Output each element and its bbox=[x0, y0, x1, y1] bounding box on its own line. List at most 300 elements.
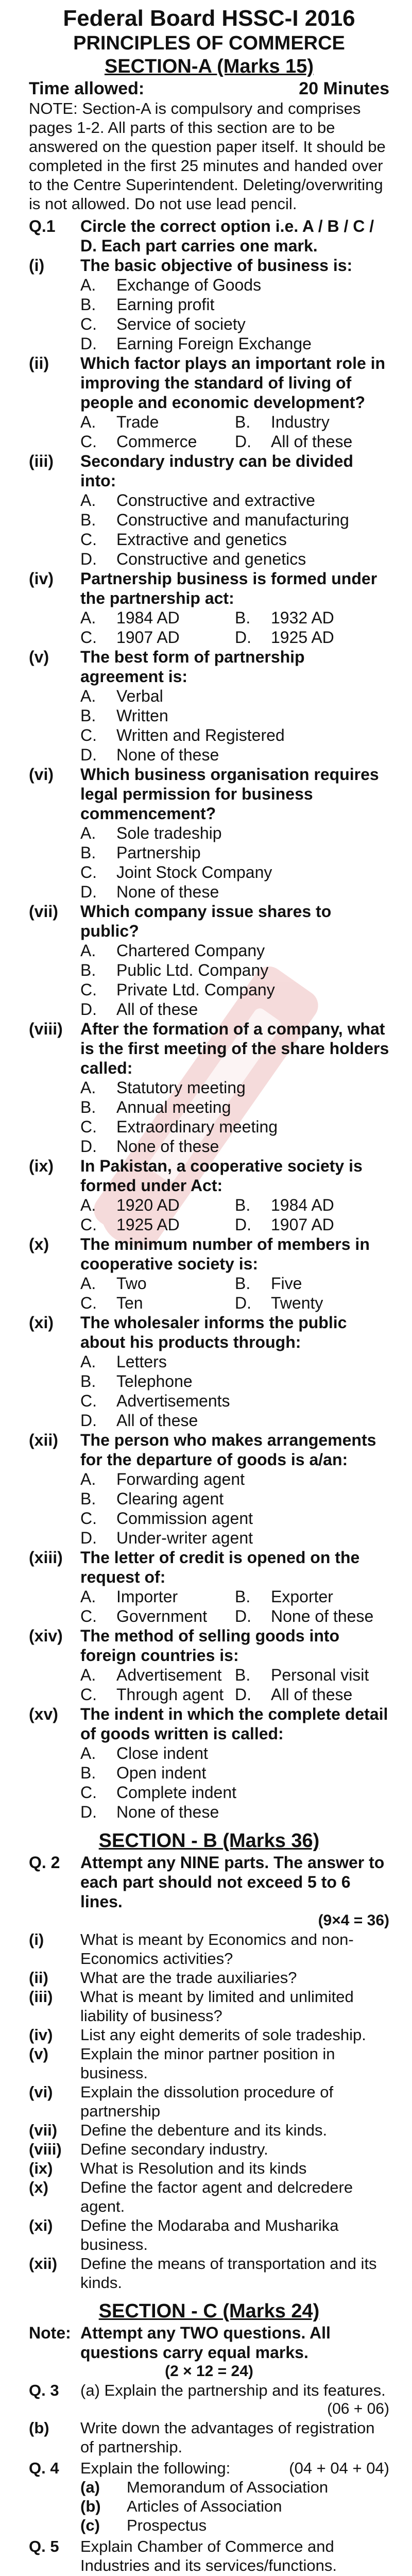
option-text: Letters bbox=[116, 1352, 167, 1371]
mcq-question-text: In Pakistan, a cooperative society is formed under Act: bbox=[80, 1157, 363, 1195]
option-letter: D. bbox=[80, 1803, 97, 1821]
mcq-number: (viii) bbox=[29, 1020, 63, 1038]
mcq-item bbox=[29, 1313, 389, 1430]
q2-heading bbox=[29, 1853, 389, 1911]
option-row bbox=[80, 628, 389, 647]
option-letter: D. bbox=[80, 334, 97, 353]
q2-instruction: Attempt any NINE parts. The answer to each part should not exceed 5 to 6 lines. bbox=[80, 1853, 385, 1911]
option-text: Forwarding agent bbox=[116, 1470, 245, 1488]
mcq-question-text: The method of selling goods into foreign countries is: bbox=[80, 1626, 340, 1665]
option-letter: B. bbox=[80, 961, 96, 979]
mcq-options bbox=[80, 1195, 389, 1234]
option-letter: D. bbox=[235, 1294, 251, 1312]
section-a-heading: SECTION-A (Marks 15) bbox=[104, 56, 314, 77]
option-letter: B. bbox=[80, 843, 96, 862]
mcq-option bbox=[80, 275, 389, 295]
option-text: 1984 AD bbox=[116, 608, 180, 627]
mcq-option bbox=[80, 334, 389, 353]
mcq-question bbox=[29, 1430, 389, 1469]
option-letter: D. bbox=[235, 1685, 251, 1704]
option-letter: C. bbox=[80, 1685, 97, 1704]
q4-item-label: (c) bbox=[80, 2516, 100, 2534]
mcq-option bbox=[235, 1606, 389, 1626]
mcq-question bbox=[29, 569, 389, 608]
option-letter: D. bbox=[80, 1529, 97, 1547]
short-question-number: (xii) bbox=[29, 2255, 58, 2273]
mcq-question-text: The basic objective of business is: bbox=[80, 256, 353, 275]
mcq-option bbox=[80, 1489, 389, 1509]
option-text: Personal visit bbox=[271, 1666, 369, 1684]
option-text: Chartered Company bbox=[116, 941, 265, 960]
option-text: Telephone bbox=[116, 1372, 193, 1391]
q4-item bbox=[80, 2478, 389, 2497]
short-question-number: (iv) bbox=[29, 2026, 53, 2044]
mcq-item bbox=[29, 1704, 389, 1822]
option-text: Complete indent bbox=[116, 1783, 237, 1802]
short-question-list bbox=[29, 1930, 389, 2292]
short-question-text: What is Resolution and its kinds bbox=[80, 2159, 307, 2177]
option-text: Annual meeting bbox=[116, 1098, 231, 1116]
mcq-question-text: The wholesaler informs the public about his products through: bbox=[80, 1313, 347, 1351]
option-row bbox=[80, 608, 389, 628]
mcq-option bbox=[80, 1587, 235, 1606]
mcq-option bbox=[80, 1743, 389, 1763]
mcq-number: (vii) bbox=[29, 902, 58, 921]
q4-item bbox=[80, 2497, 389, 2516]
option-letter: A. bbox=[80, 1470, 96, 1488]
short-question bbox=[29, 2025, 389, 2044]
mcq-option bbox=[80, 1685, 235, 1704]
mcq-option bbox=[235, 412, 389, 432]
mcq-option bbox=[80, 1137, 389, 1156]
option-letter: B. bbox=[235, 413, 251, 431]
option-text: Service of society bbox=[116, 315, 246, 333]
option-text: Commerce bbox=[116, 432, 197, 451]
mcq-number: (xii) bbox=[29, 1431, 58, 1449]
q4-row bbox=[29, 2459, 389, 2478]
mcq-question bbox=[29, 765, 389, 823]
option-letter: C. bbox=[80, 1117, 97, 1136]
mcq-item bbox=[29, 1234, 389, 1313]
option-letter: A. bbox=[80, 276, 96, 294]
option-row bbox=[80, 1274, 389, 1293]
mcq-question-text: Partnership business is formed under the partnership act: bbox=[80, 569, 377, 607]
mcq-item bbox=[29, 451, 389, 569]
option-row bbox=[80, 1665, 389, 1685]
mcq-number: (xi) bbox=[29, 1313, 54, 1332]
q4-marks: (04 + 04 + 04) bbox=[289, 2459, 389, 2477]
mcq-option bbox=[80, 314, 389, 334]
mcq-options bbox=[80, 1274, 389, 1313]
mcq-question bbox=[29, 353, 389, 412]
short-question bbox=[29, 2178, 389, 2216]
q3b-label: (b) bbox=[29, 2419, 49, 2437]
option-text: 1907 AD bbox=[271, 1215, 334, 1234]
mcq-option bbox=[80, 862, 389, 882]
mcq-option bbox=[235, 432, 389, 451]
mcq-options bbox=[80, 1352, 389, 1430]
mcq-question bbox=[29, 1313, 389, 1352]
mcq-options bbox=[80, 275, 389, 353]
option-text: Importer bbox=[116, 1587, 178, 1606]
q4-item-label: (a) bbox=[80, 2478, 100, 2496]
mcq-option bbox=[235, 1274, 389, 1293]
option-text: 1920 AD bbox=[116, 1196, 180, 1214]
option-letter: B. bbox=[80, 295, 96, 314]
short-question-text: What is meant by limited and unlimited liability of business? bbox=[80, 1988, 354, 2025]
option-letter: D. bbox=[80, 1411, 97, 1430]
option-letter: B. bbox=[235, 608, 251, 627]
option-text: All of these bbox=[116, 1411, 198, 1430]
option-text: Through agent bbox=[116, 1685, 224, 1704]
q3-part-a bbox=[29, 2381, 389, 2400]
mcq-option bbox=[80, 490, 389, 510]
option-letter: C. bbox=[80, 1392, 97, 1410]
option-letter: B. bbox=[235, 1196, 251, 1214]
section-c-note bbox=[29, 2323, 389, 2362]
option-text: Open indent bbox=[116, 1764, 207, 1782]
mcq-question bbox=[29, 902, 389, 941]
mcq-option bbox=[80, 412, 235, 432]
option-letter: C. bbox=[80, 1215, 97, 1234]
mcq-option bbox=[80, 1078, 389, 1097]
option-row bbox=[80, 1606, 389, 1626]
option-text: None of these bbox=[271, 1607, 374, 1625]
q4-item-text: Articles of Association bbox=[127, 2497, 282, 2515]
option-text: Under-writer agent bbox=[116, 1529, 253, 1547]
mcq-option bbox=[80, 1391, 389, 1411]
short-question bbox=[29, 1968, 389, 1987]
q3a-label: (a) bbox=[80, 2381, 100, 2399]
option-letter: A. bbox=[80, 824, 96, 842]
q3-part-b bbox=[29, 2418, 389, 2456]
option-letter: A. bbox=[80, 941, 96, 960]
mcq-options bbox=[80, 941, 389, 1019]
time-value: 20 Minutes bbox=[299, 79, 389, 98]
option-text: All of these bbox=[271, 432, 353, 451]
option-row bbox=[80, 432, 389, 451]
short-question-number: (vi) bbox=[29, 2083, 53, 2101]
time-allowed-row bbox=[29, 78, 389, 99]
mcq-option bbox=[80, 823, 389, 843]
option-text: Trade bbox=[116, 413, 159, 431]
option-letter: B. bbox=[80, 706, 96, 725]
mcq-question-text: The minimum number of members in cooperative society is: bbox=[80, 1235, 370, 1273]
mcq-question bbox=[29, 1156, 389, 1195]
option-text: Constructive and genetics bbox=[116, 550, 306, 568]
option-letter: D. bbox=[235, 1215, 251, 1234]
mcq-option bbox=[235, 1685, 389, 1704]
mcq-question bbox=[29, 647, 389, 686]
mcq-option bbox=[80, 549, 389, 569]
short-question bbox=[29, 2140, 389, 2159]
option-letter: C. bbox=[80, 726, 97, 744]
mcq-number: (iii) bbox=[29, 452, 54, 470]
q4-item-text: Memorandum of Association bbox=[127, 2478, 329, 2496]
option-letter: A. bbox=[80, 687, 96, 705]
q4-item-label: (b) bbox=[80, 2497, 101, 2515]
option-letter: D. bbox=[80, 1000, 97, 1019]
mcq-option bbox=[80, 1371, 389, 1391]
option-text: Two bbox=[116, 1274, 147, 1293]
mcq-question-text: Which business organisation requires legal permission for business commencement? bbox=[80, 765, 379, 823]
option-letter: A. bbox=[80, 1744, 96, 1762]
mcq-item bbox=[29, 1548, 389, 1626]
option-text: None of these bbox=[116, 883, 219, 901]
q4-number: Q. 4 bbox=[29, 2459, 59, 2477]
short-question bbox=[29, 2121, 389, 2140]
mcq-option bbox=[80, 882, 389, 902]
option-letter: A. bbox=[80, 1666, 96, 1684]
mcq-option bbox=[235, 628, 389, 647]
option-letter: A. bbox=[80, 1196, 96, 1214]
mcq-option bbox=[80, 1469, 389, 1489]
option-row bbox=[80, 1293, 389, 1313]
mcq-option bbox=[80, 686, 389, 706]
mcq-option bbox=[235, 1665, 389, 1685]
option-letter: C. bbox=[80, 628, 97, 647]
option-text: Extraordinary meeting bbox=[116, 1117, 278, 1136]
option-text: None of these bbox=[116, 745, 219, 764]
option-letter: D. bbox=[80, 550, 97, 568]
q3-number: Q. 3 bbox=[29, 2381, 59, 2399]
q2-marks: (9×4 = 36) bbox=[318, 1912, 389, 1929]
option-text: Written bbox=[116, 706, 168, 725]
option-text: Exporter bbox=[271, 1587, 333, 1606]
option-letter: C. bbox=[80, 432, 97, 451]
option-text: Partnership bbox=[116, 843, 201, 862]
short-question bbox=[29, 2082, 389, 2121]
short-question-number: (i) bbox=[29, 1930, 44, 1948]
mcq-option bbox=[80, 1411, 389, 1430]
mcq-option bbox=[80, 608, 235, 628]
q1-heading bbox=[29, 216, 389, 256]
mcq-item bbox=[29, 1019, 389, 1156]
option-text: 1984 AD bbox=[271, 1196, 334, 1214]
option-letter: B. bbox=[235, 1274, 251, 1293]
mcq-option bbox=[80, 745, 389, 765]
option-text: Statutory meeting bbox=[116, 1078, 246, 1097]
section-c-note-label: Note: bbox=[29, 2324, 71, 2342]
short-question bbox=[29, 2254, 389, 2292]
option-letter: A. bbox=[80, 1274, 96, 1293]
option-letter: D. bbox=[80, 883, 97, 901]
short-question-number: (viii) bbox=[29, 2140, 62, 2158]
short-question bbox=[29, 1987, 389, 2025]
option-letter: D. bbox=[235, 432, 251, 451]
option-text: None of these bbox=[116, 1137, 219, 1156]
option-letter: A. bbox=[80, 413, 96, 431]
option-text: Advertisements bbox=[116, 1392, 230, 1410]
option-text: Ten bbox=[116, 1294, 143, 1312]
option-text: Five bbox=[271, 1274, 302, 1293]
option-letter: B. bbox=[80, 1098, 96, 1116]
short-question bbox=[29, 2216, 389, 2254]
mcq-option bbox=[80, 1274, 235, 1293]
option-letter: B. bbox=[80, 1489, 96, 1508]
subject-title: PRINCIPLES OF COMMERCE bbox=[73, 32, 345, 54]
option-text: Clearing agent bbox=[116, 1489, 224, 1508]
q4-items bbox=[29, 2478, 389, 2535]
section-c-note-text: Attempt any TWO questions. All questions carry equal marks. bbox=[80, 2324, 331, 2362]
mcq-options bbox=[80, 412, 389, 451]
option-text: Industry bbox=[271, 413, 330, 431]
q4-item bbox=[80, 2516, 389, 2535]
option-text: 1907 AD bbox=[116, 628, 180, 647]
mcq-question bbox=[29, 451, 389, 490]
option-letter: B. bbox=[80, 1764, 96, 1782]
option-letter: C. bbox=[80, 863, 97, 882]
short-question-text: Define the Modaraba and Musharika business. bbox=[80, 2216, 339, 2253]
option-letter: D. bbox=[80, 745, 97, 764]
option-text: Commission agent bbox=[116, 1509, 253, 1528]
mcq-options bbox=[80, 686, 389, 765]
mcq-option bbox=[80, 1097, 389, 1117]
mcq-number: (ii) bbox=[29, 354, 49, 372]
option-text: 1925 AD bbox=[116, 1215, 180, 1234]
q5-row bbox=[29, 2537, 389, 2575]
option-letter: A. bbox=[80, 608, 96, 627]
q3a-text bbox=[80, 2381, 389, 2400]
mcq-item bbox=[29, 256, 389, 353]
option-letter: C. bbox=[80, 1294, 97, 1312]
mcq-item bbox=[29, 902, 389, 1019]
short-question-text: Explain the dissolution procedure of partnership bbox=[80, 2083, 334, 2120]
mcq-option bbox=[80, 960, 389, 980]
mcq-options bbox=[80, 1078, 389, 1156]
option-letter: C. bbox=[80, 1783, 97, 1802]
mcq-option bbox=[80, 1293, 235, 1313]
mcq-number: (i) bbox=[29, 256, 45, 275]
mcq-number: (xv) bbox=[29, 1705, 58, 1723]
option-text: Government bbox=[116, 1607, 208, 1625]
mcq-option bbox=[80, 510, 389, 530]
short-question bbox=[29, 1930, 389, 1968]
mcq-number: (vi) bbox=[29, 765, 54, 784]
mcq-question bbox=[29, 1704, 389, 1743]
mcq-number: (x) bbox=[29, 1235, 49, 1253]
option-row bbox=[80, 1587, 389, 1606]
mcq-option bbox=[80, 1117, 389, 1137]
option-letter: B. bbox=[235, 1666, 251, 1684]
section-a-note: NOTE: Section-A is compulsory and comprises pages 1-2. All parts of this section are to be answered on the question paper itself. It should be completed in the first 25 minutes and handed over to the Centre Superintendent. Deleting/overwriting is not allowed. Do not use lead pencil. bbox=[29, 99, 386, 213]
option-text: Exchange of Goods bbox=[116, 276, 262, 294]
mcq-item bbox=[29, 765, 389, 902]
section-b-heading: SECTION - B (Marks 36) bbox=[98, 1830, 320, 1852]
mcq-option bbox=[80, 999, 389, 1019]
option-text: All of these bbox=[271, 1685, 353, 1704]
mcq-options bbox=[80, 823, 389, 902]
short-question-text: Define the means of transportation and its kinds. bbox=[80, 2255, 377, 2292]
q3-marks: (06 + 06) bbox=[327, 2400, 389, 2417]
mcq-item bbox=[29, 647, 389, 765]
short-question-number: (iii) bbox=[29, 1988, 53, 2006]
mcq-question-text: Which company issue shares to public? bbox=[80, 902, 332, 940]
mcq-question-text: Secondary industry can be divided into: bbox=[80, 452, 353, 490]
option-letter: C. bbox=[80, 315, 97, 333]
mcq-option bbox=[80, 843, 389, 862]
mcq-item bbox=[29, 1430, 389, 1548]
mcq-option bbox=[235, 1195, 389, 1215]
mcq-options bbox=[80, 490, 389, 569]
short-question-number: (ii) bbox=[29, 1969, 48, 1987]
mcq-option bbox=[235, 1293, 389, 1313]
option-letter: A. bbox=[80, 1587, 96, 1606]
option-text: Written and Registered bbox=[116, 726, 285, 744]
option-letter: D. bbox=[80, 1137, 97, 1156]
mcq-number: (xiv) bbox=[29, 1626, 63, 1645]
mcq-number: (xiii) bbox=[29, 1548, 63, 1567]
short-question-text: Explain the minor partner position in business. bbox=[80, 2045, 335, 2082]
mcq-option bbox=[80, 941, 389, 960]
section-c-heading: SECTION - C (Marks 24) bbox=[98, 2300, 320, 2322]
mcq-options bbox=[80, 1665, 389, 1704]
mcq-option bbox=[80, 295, 389, 314]
option-text: Constructive and extractive bbox=[116, 491, 315, 510]
option-text: Verbal bbox=[116, 687, 163, 705]
time-label: Time allowed: bbox=[29, 79, 145, 98]
mcq-option bbox=[80, 432, 235, 451]
mcq-item bbox=[29, 353, 389, 451]
mcq-option bbox=[235, 1587, 389, 1606]
option-row bbox=[80, 412, 389, 432]
option-text: Advertisement bbox=[116, 1666, 222, 1684]
mcq-options bbox=[80, 1587, 389, 1626]
short-question-text: What are the trade auxiliaries? bbox=[80, 1969, 297, 1987]
option-letter: B. bbox=[80, 511, 96, 529]
mcq-option bbox=[80, 1763, 389, 1783]
option-letter: A. bbox=[80, 1078, 96, 1097]
mcq-item bbox=[29, 569, 389, 647]
option-letter: A. bbox=[80, 491, 96, 510]
mcq-option bbox=[80, 706, 389, 725]
option-letter: A. bbox=[80, 1352, 96, 1371]
mcq-option bbox=[80, 1665, 235, 1685]
option-letter: C. bbox=[80, 1607, 97, 1625]
option-text: Extractive and genetics bbox=[116, 530, 287, 549]
mcq-option bbox=[80, 1802, 389, 1822]
mcq-question-text: The best form of partnership agreement is: bbox=[80, 648, 305, 686]
q4-text-row bbox=[80, 2459, 389, 2478]
option-text: Joint Stock Company bbox=[116, 863, 272, 882]
short-question-number: (v) bbox=[29, 2045, 48, 2063]
option-text: Constructive and manufacturing bbox=[116, 511, 349, 529]
option-letter: D. bbox=[235, 628, 251, 647]
short-question-text: Define secondary industry. bbox=[80, 2140, 268, 2158]
mcq-option bbox=[80, 1783, 389, 1802]
mcq-question-text: The person who makes arrangements for the departure of goods is a/an: bbox=[80, 1431, 376, 1469]
mcq-option bbox=[80, 1509, 389, 1528]
mcq-options bbox=[80, 1743, 389, 1822]
mcq-question bbox=[29, 1234, 389, 1274]
mcq-question-text: The letter of credit is opened on the request of: bbox=[80, 1548, 360, 1586]
mcq-question-text: After the formation of a company, what is the first meeting of the share holders called: bbox=[80, 1020, 389, 1077]
mcq-number: (v) bbox=[29, 648, 49, 666]
option-letter: C. bbox=[80, 1509, 97, 1528]
mcq-option bbox=[80, 1606, 235, 1626]
short-question-number: (xi) bbox=[29, 2216, 53, 2234]
mcq-option bbox=[235, 608, 389, 628]
mcq-options bbox=[80, 1469, 389, 1548]
q1-number: Q.1 bbox=[29, 217, 56, 235]
short-question bbox=[29, 2044, 389, 2082]
short-question-text: List any eight demerits of sole tradeship. bbox=[80, 2026, 366, 2044]
mcq-option bbox=[80, 1352, 389, 1371]
mcq-question bbox=[29, 1548, 389, 1587]
mcq-item bbox=[29, 1156, 389, 1234]
mcq-question-text: The indent in which the complete detail of goods written is called: bbox=[80, 1705, 388, 1743]
mcq-option bbox=[80, 980, 389, 999]
